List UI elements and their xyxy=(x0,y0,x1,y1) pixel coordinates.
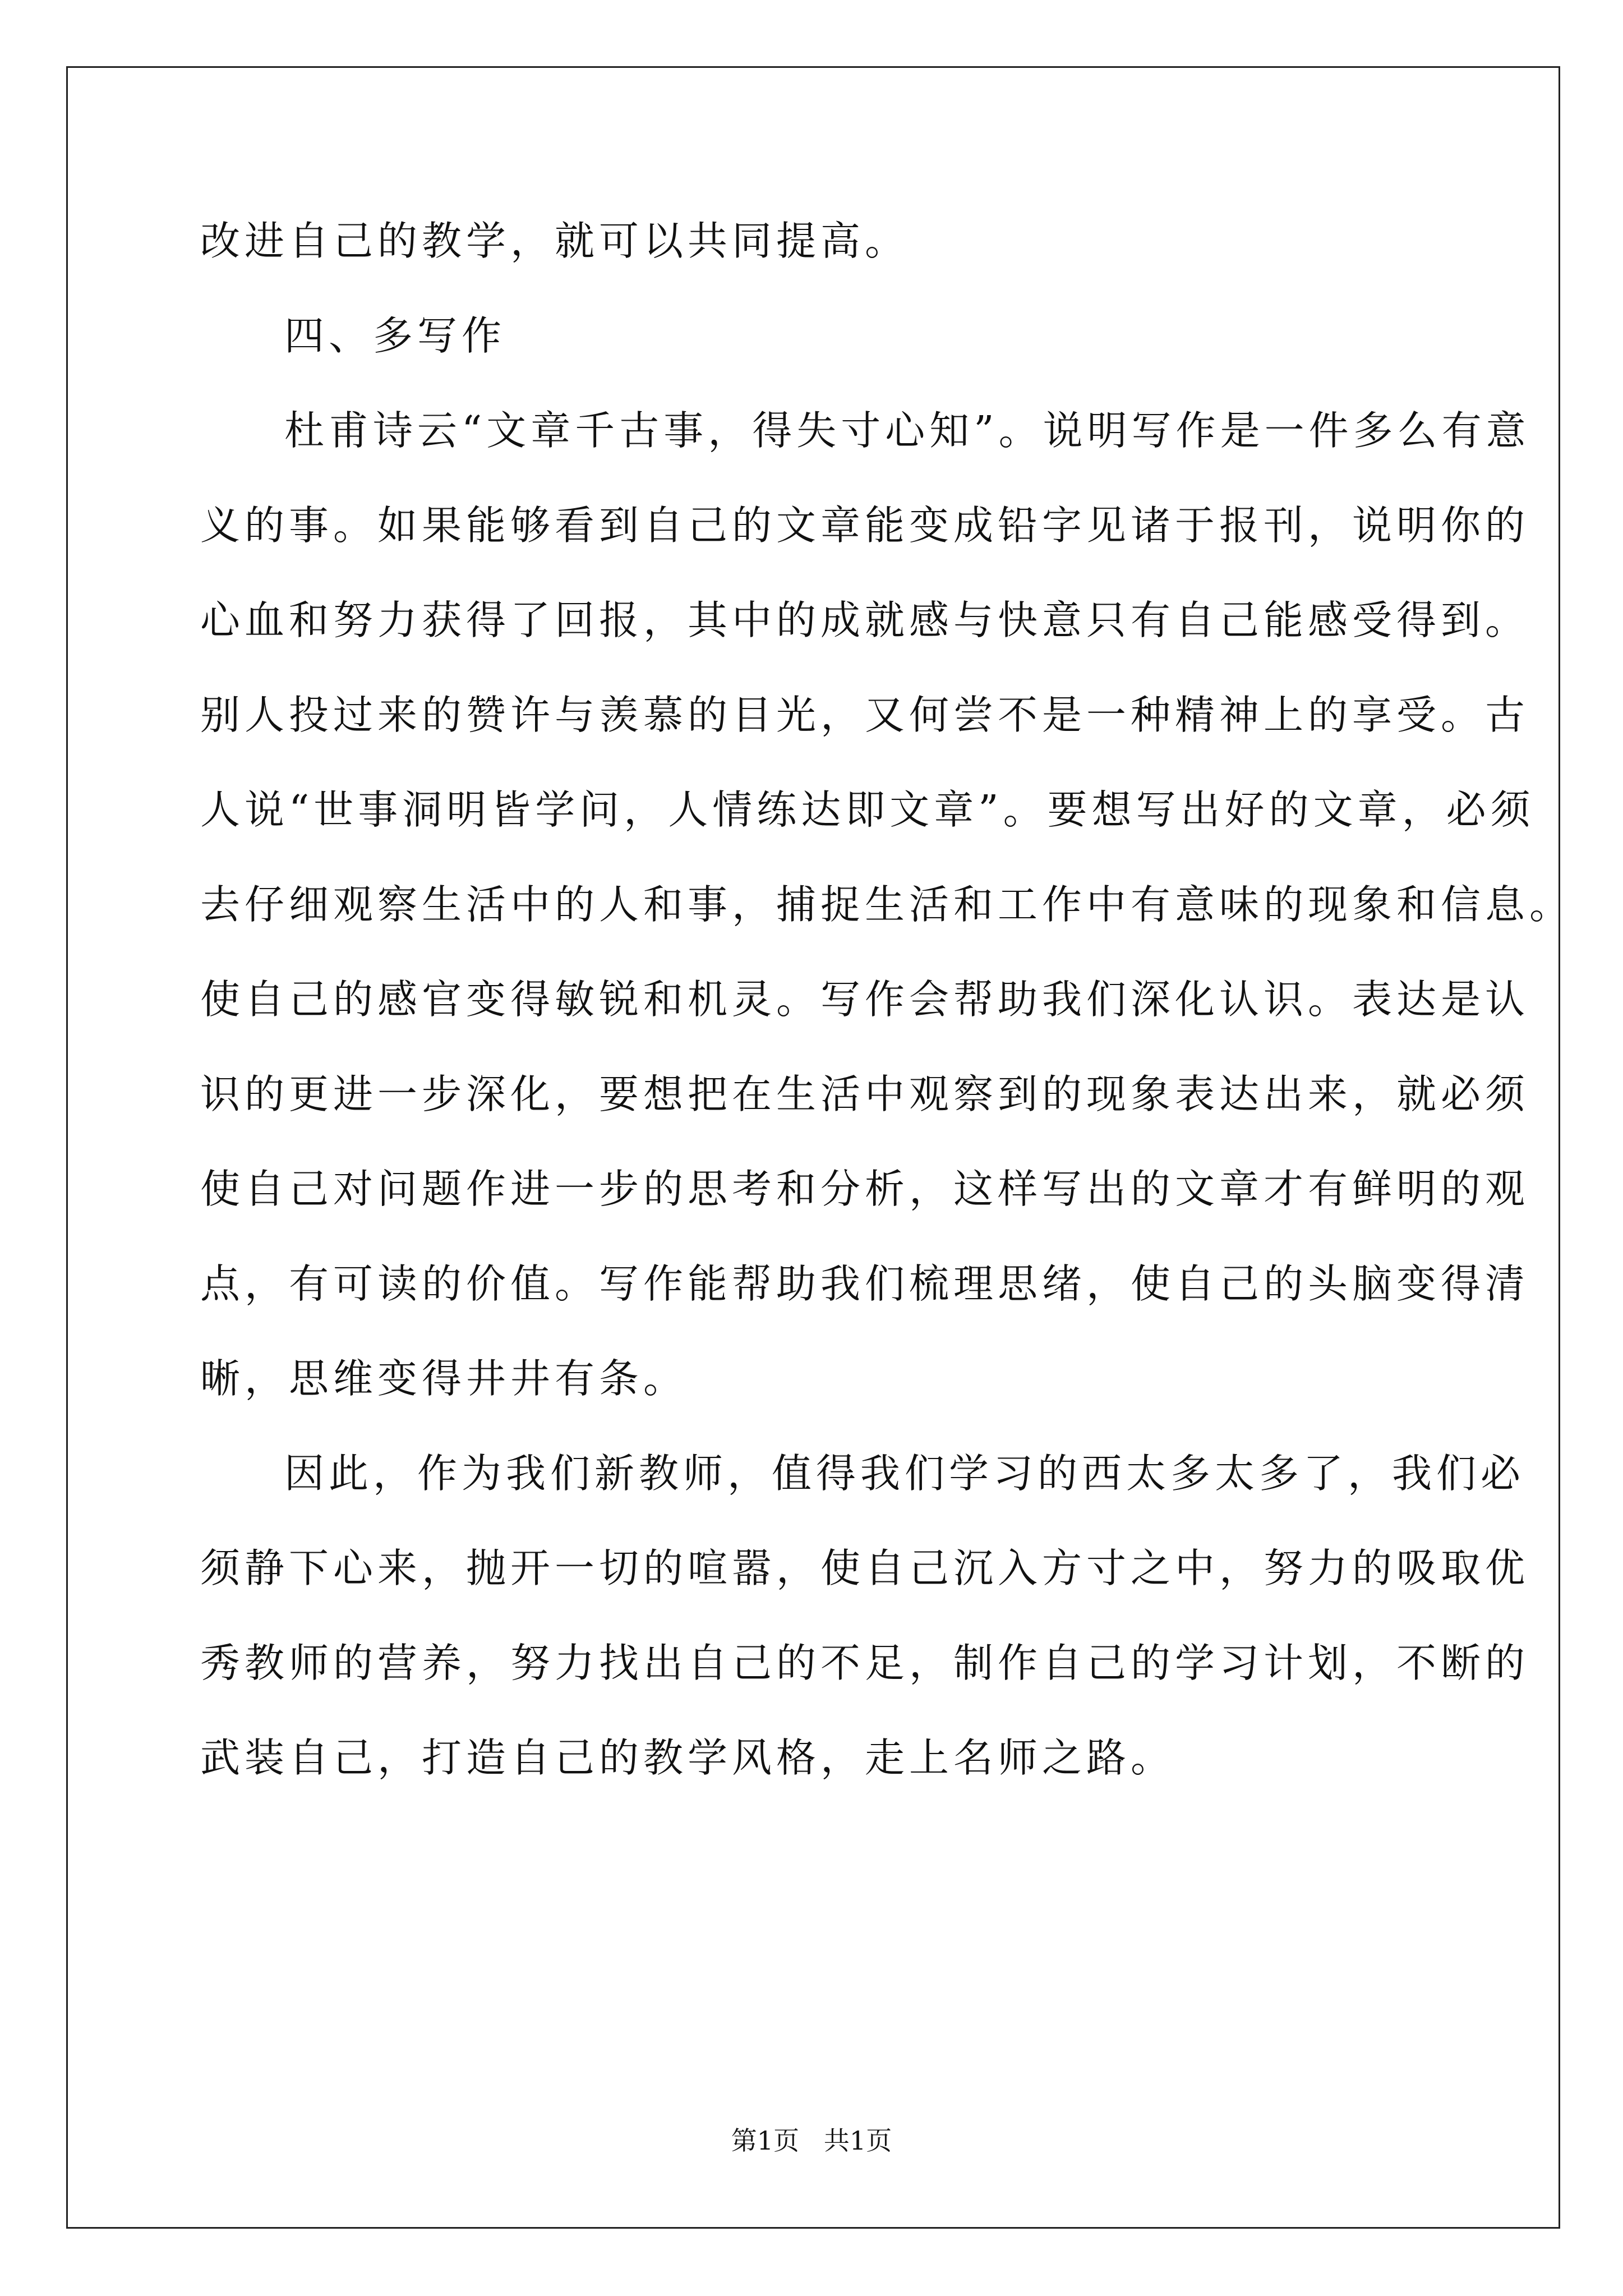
document-body xyxy=(200,194,1574,1805)
page-number-footer: 第1页 共1页 xyxy=(731,2125,892,2156)
text-line-15: 须静下心来，抛开一切的喧嚣，使自己沉入方寸之中，努力的吸取优 xyxy=(200,1545,1530,1591)
text-line-11: 使自己对问题作进一步的思考和分析，这样写出的文章才有鲜明的观 xyxy=(200,1166,1530,1212)
text-line-5: 心血和努力获得了回报，其中的成就感与快意只有自己能感受得到。 xyxy=(200,597,1530,643)
text-line-17: 武装自己，打造自己的教学风格，走上名师之路。 xyxy=(200,1734,1175,1781)
section-heading: 四、多写作 xyxy=(284,312,506,359)
text-line-10: 识的更进一步深化，要想把在生活中观察到的现象表达出来，就必须 xyxy=(200,1071,1530,1117)
text-line-7: 人说“世事洞明皆学问，人情练达即文章”。要想写出好的文章，必须 xyxy=(200,786,1535,833)
text-line-3: 杜甫诗云“文章千古事，得失寸心知”。说明写作是一件多么有意 xyxy=(284,407,1530,454)
text-line-4: 义的事。如果能够看到自己的文章能变成铅字见诸于报刊，说明你的 xyxy=(200,502,1530,549)
text-line-16: 秀教师的营养，努力找出自己的不足，制作自己的学习计划，不断的 xyxy=(200,1640,1530,1686)
text-line-6: 别人投过来的赞许与羡慕的目光，又何尝不是一种精神上的享受。古 xyxy=(200,692,1530,738)
text-line-13: 晰，思维变得井井有条。 xyxy=(200,1355,688,1402)
text-line-1: 改进自己的教学，就可以共同提高。 xyxy=(200,218,910,264)
text-line-12: 点，有可读的价值。写作能帮助我们梳理思绪，使自己的头脑变得清 xyxy=(200,1260,1530,1307)
text-line-9: 使自己的感官变得敏锐和机灵。写作会帮助我们深化认识。表达是认 xyxy=(200,976,1530,1023)
text-line-8: 去仔细观察生活中的人和事，捕捉生活和工作中有意味的现象和信息。 xyxy=(200,881,1574,928)
text-line-14: 因此，作为我们新教师，值得我们学习的西太多太多了，我们必 xyxy=(284,1450,1525,1497)
